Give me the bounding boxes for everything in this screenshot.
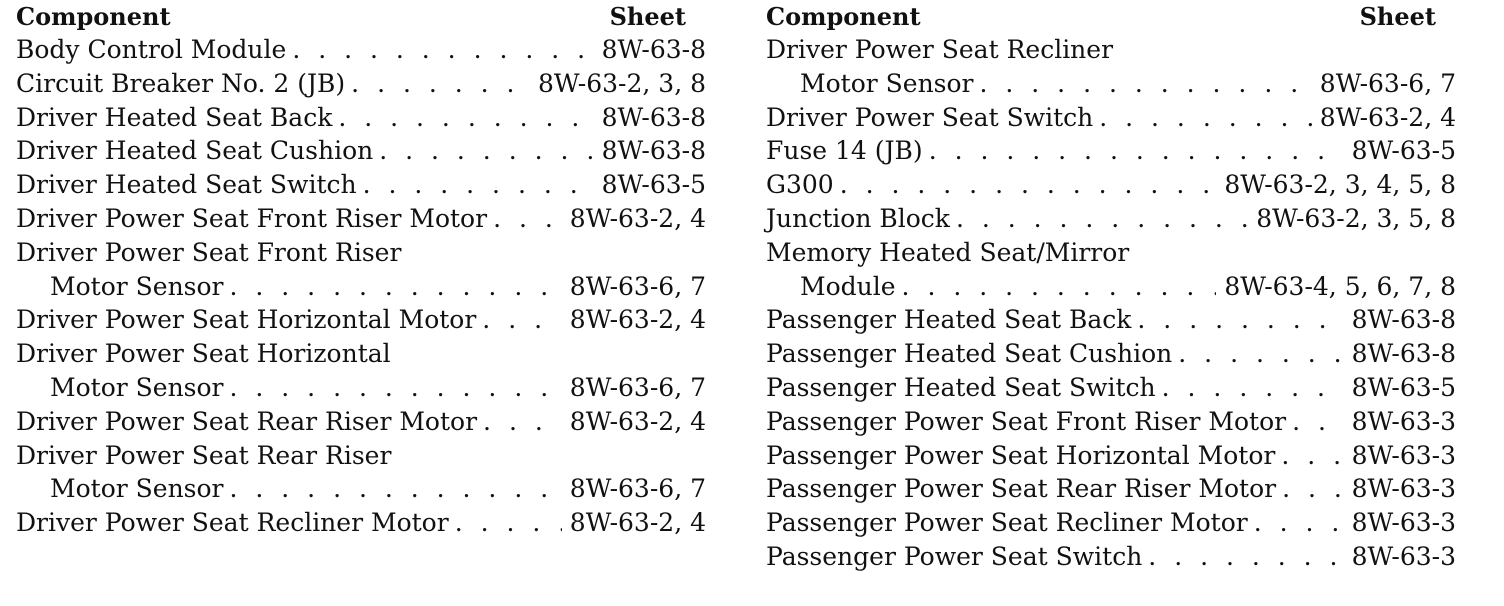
dot-leader bbox=[1137, 305, 1343, 334]
component-entry bbox=[16, 441, 706, 509]
sheet-header: Sheet bbox=[609, 2, 686, 31]
component-name: Driver Power Seat Front Riser bbox=[16, 237, 402, 267]
sheet-reference: 8W-63-6, 7 bbox=[569, 474, 706, 504]
sheet-reference: 8W-63-2, 3, 8 bbox=[538, 68, 706, 98]
component-name: Passenger Power Seat Horizontal Motor bbox=[766, 440, 1276, 470]
component-header: Component bbox=[766, 2, 921, 31]
entry-line bbox=[766, 204, 1456, 238]
entry-line bbox=[766, 238, 1456, 272]
sheet-reference: 8W-63-3 bbox=[1351, 508, 1456, 538]
sheet-reference: 8W-63-8 bbox=[601, 102, 706, 132]
entry-line bbox=[766, 474, 1456, 508]
dot-leader bbox=[956, 204, 1248, 233]
left-entries bbox=[16, 35, 706, 542]
entry-line bbox=[766, 508, 1456, 542]
component-name: Passenger Power Seat Rear Riser Motor bbox=[766, 474, 1277, 504]
entry-line bbox=[16, 407, 706, 441]
dot-leader bbox=[363, 170, 594, 199]
component-name: Motor Sensor bbox=[50, 474, 224, 504]
component-entry bbox=[16, 238, 706, 306]
dot-leader bbox=[1099, 103, 1312, 132]
component-name: G300 bbox=[766, 170, 834, 200]
dot-leader bbox=[230, 373, 562, 402]
sheet-reference: 8W-63-5 bbox=[1351, 136, 1456, 166]
component-entry bbox=[766, 170, 1456, 204]
component-entry bbox=[16, 69, 706, 103]
dot-leader bbox=[929, 136, 1344, 165]
sheet-reference: 8W-63-8 bbox=[1351, 339, 1456, 369]
sheet-reference: 8W-63-6, 7 bbox=[1319, 68, 1456, 98]
entry-line bbox=[766, 441, 1456, 475]
component-name: Driver Power Seat Rear Riser bbox=[16, 440, 392, 470]
left-column bbox=[16, 2, 706, 542]
component-entry bbox=[766, 407, 1456, 441]
component-name: Driver Power Seat Horizontal Motor bbox=[16, 305, 477, 335]
entry-line bbox=[766, 407, 1456, 441]
component-entry bbox=[766, 441, 1456, 475]
sheet-reference: 8W-63-3 bbox=[1351, 440, 1456, 470]
entry-line bbox=[766, 35, 1456, 69]
component-name: Driver Heated Seat Switch bbox=[16, 170, 357, 200]
component-header: Component bbox=[16, 2, 171, 31]
component-entry bbox=[766, 238, 1456, 306]
sheet-reference: 8W-63-6, 7 bbox=[569, 372, 706, 402]
entry-line bbox=[16, 441, 706, 475]
entry-line bbox=[766, 373, 1456, 407]
component-name: Motor Sensor bbox=[50, 372, 224, 402]
component-entry bbox=[766, 204, 1456, 238]
entry-line bbox=[16, 204, 706, 238]
entry-line bbox=[16, 339, 706, 373]
sheet-header: Sheet bbox=[1359, 2, 1436, 31]
sheet-reference: 8W-63-2, 4 bbox=[569, 203, 706, 233]
component-entry bbox=[766, 373, 1456, 407]
component-entry bbox=[766, 542, 1456, 576]
sheet-reference: 8W-63-2, 4 bbox=[1319, 102, 1456, 132]
dot-leader bbox=[1254, 508, 1344, 537]
component-name: Driver Heated Seat Back bbox=[16, 102, 333, 132]
component-entry bbox=[16, 508, 706, 542]
sheet-reference: 8W-63-8 bbox=[1351, 305, 1456, 335]
sheet-reference: 8W-63-8 bbox=[601, 35, 706, 64]
sheet-reference: 8W-63-2, 4 bbox=[569, 305, 706, 335]
component-name: Passenger Heated Seat Cushion bbox=[766, 339, 1173, 369]
component-entry bbox=[766, 339, 1456, 373]
dot-leader bbox=[1162, 373, 1344, 402]
entry-line bbox=[16, 238, 706, 272]
component-name: Circuit Breaker No. 2 (JB) bbox=[16, 68, 346, 98]
dot-leader bbox=[379, 136, 593, 165]
dot-leader bbox=[1178, 339, 1343, 368]
entry-line bbox=[16, 69, 706, 103]
component-entry bbox=[16, 170, 706, 204]
component-entry bbox=[16, 103, 706, 137]
component-entry bbox=[16, 305, 706, 339]
dot-leader bbox=[902, 272, 1217, 301]
component-name: Passenger Heated Seat Switch bbox=[766, 372, 1156, 402]
component-entry bbox=[16, 35, 706, 69]
sheet-reference: 8W-63-5 bbox=[1351, 372, 1456, 402]
entry-line bbox=[16, 508, 706, 542]
component-name: Passenger Power Seat Front Riser Motor bbox=[766, 406, 1287, 436]
entry-line bbox=[16, 272, 706, 306]
component-name: Motor Sensor bbox=[50, 271, 224, 301]
component-name: Body Control Module bbox=[16, 35, 287, 64]
entry-line bbox=[16, 170, 706, 204]
dot-leader bbox=[483, 407, 562, 436]
dot-leader bbox=[980, 69, 1312, 98]
entry-line bbox=[16, 136, 706, 170]
component-name: Passenger Power Seat Switch bbox=[766, 541, 1143, 571]
sheet-reference: 8W-63-2, 3, 4, 5, 8 bbox=[1224, 170, 1456, 200]
component-name: Driver Power Seat Recliner bbox=[766, 35, 1114, 64]
component-name: Passenger Power Seat Recliner Motor bbox=[766, 508, 1248, 538]
sheet-reference: 8W-63-2, 4 bbox=[569, 406, 706, 436]
component-entry bbox=[16, 339, 706, 407]
component-entry bbox=[766, 305, 1456, 339]
entry-line bbox=[16, 103, 706, 137]
entry-line bbox=[16, 373, 706, 407]
entry-line bbox=[766, 136, 1456, 170]
sheet-reference: 8W-63-2, 4 bbox=[569, 508, 706, 538]
component-name: Driver Power Seat Rear Riser Motor bbox=[16, 406, 478, 436]
sheet-reference: 8W-63-3 bbox=[1351, 474, 1456, 504]
component-entry bbox=[766, 35, 1456, 103]
entry-line bbox=[766, 170, 1456, 204]
component-name: Driver Power Seat Front Riser Motor bbox=[16, 203, 488, 233]
component-name: Driver Power Seat Recliner Motor bbox=[16, 508, 449, 538]
component-name: Passenger Heated Seat Back bbox=[766, 305, 1132, 335]
dot-leader bbox=[1282, 474, 1344, 503]
right-entries bbox=[766, 35, 1456, 576]
right-column bbox=[766, 2, 1456, 576]
dot-leader bbox=[482, 305, 562, 334]
sheet-reference: 8W-63-3 bbox=[1351, 541, 1456, 571]
dot-leader bbox=[351, 69, 530, 98]
component-name: Driver Power Seat Switch bbox=[766, 102, 1094, 132]
component-entry bbox=[766, 508, 1456, 542]
dot-leader bbox=[338, 103, 593, 132]
entry-line bbox=[16, 474, 706, 508]
dot-leader bbox=[292, 35, 593, 64]
entry-line bbox=[766, 272, 1456, 306]
dot-leader bbox=[230, 272, 562, 301]
component-name: Junction Block bbox=[766, 203, 950, 233]
dot-leader bbox=[1292, 407, 1343, 436]
dot-leader bbox=[493, 204, 562, 233]
component-name: Driver Heated Seat Cushion bbox=[16, 136, 374, 166]
sheet-reference: 8W-63-2, 3, 5, 8 bbox=[1256, 203, 1456, 233]
dot-leader bbox=[1148, 542, 1343, 571]
entry-line bbox=[766, 339, 1456, 373]
component-name: Memory Heated Seat/Mirror bbox=[766, 237, 1130, 267]
component-entry bbox=[766, 136, 1456, 170]
entry-line bbox=[766, 305, 1456, 339]
dot-leader bbox=[230, 474, 562, 503]
component-entry bbox=[766, 103, 1456, 137]
component-name: Motor Sensor bbox=[800, 68, 974, 98]
component-name: Module bbox=[800, 271, 896, 301]
component-entry bbox=[16, 407, 706, 441]
component-entry bbox=[766, 474, 1456, 508]
sheet-reference: 8W-63-3 bbox=[1351, 406, 1456, 436]
sheet-reference: 8W-63-5 bbox=[601, 170, 706, 200]
entry-line bbox=[766, 69, 1456, 103]
component-name: Driver Power Seat Horizontal bbox=[16, 339, 391, 369]
dot-leader bbox=[455, 508, 562, 537]
component-name: Fuse 14 (JB) bbox=[766, 136, 923, 166]
entry-line bbox=[16, 305, 706, 339]
entry-line bbox=[766, 103, 1456, 137]
component-entry bbox=[16, 136, 706, 170]
right-header bbox=[766, 2, 1456, 35]
sheet-reference: 8W-63-4, 5, 6, 7, 8 bbox=[1224, 271, 1456, 301]
sheet-reference: 8W-63-8 bbox=[601, 136, 706, 166]
dot-leader bbox=[1281, 441, 1343, 470]
component-entry bbox=[16, 204, 706, 238]
entry-line bbox=[766, 542, 1456, 576]
left-header bbox=[16, 2, 706, 35]
dot-leader bbox=[840, 170, 1217, 199]
sheet-reference: 8W-63-6, 7 bbox=[569, 271, 706, 301]
entry-line bbox=[16, 35, 706, 69]
